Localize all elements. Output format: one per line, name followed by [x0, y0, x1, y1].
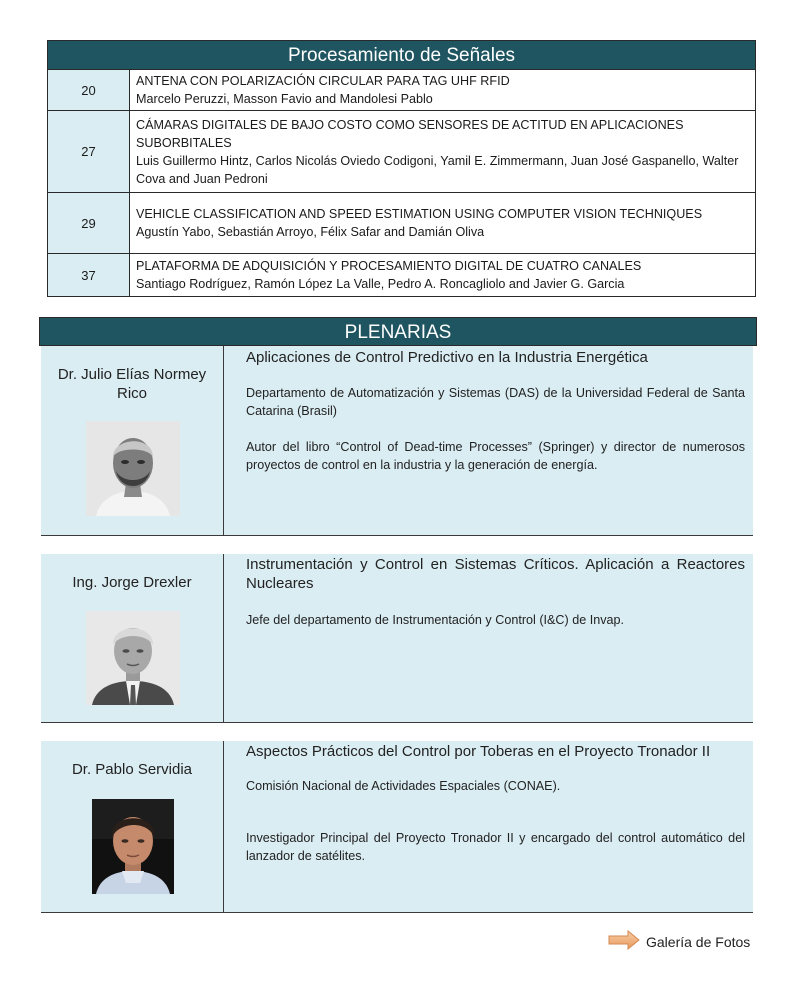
speaker-card	[41, 346, 753, 536]
arrow-right-icon	[608, 930, 640, 955]
paper-authors: Marcelo Peruzzi, Masson Favio and Mandolesi Pablo	[136, 92, 433, 106]
photo-gallery-label: Galería de Fotos	[646, 934, 751, 950]
paper-number: 20	[48, 70, 130, 110]
speaker-name: Dr. Julio Elías Normey Rico	[57, 366, 207, 402]
paper-number: 29	[48, 193, 130, 253]
paper-title: VEHICLE CLASSIFICATION AND SPEED ESTIMATION USING COMPUTER VISION TECHNIQUES	[136, 207, 703, 221]
speaker-photo	[86, 421, 180, 516]
photo-gallery-link[interactable]	[608, 931, 750, 953]
speaker-bio: Investigador Principal del Proyecto Tronador II y encargado del control automático del lanzador de satélites.	[246, 831, 745, 863]
paper-authors: Luis Guillermo Hintz, Carlos Nicolás Oviedo Codigoni, Yamil E. Zimmermann, Juan José Gaspanello, Walter Cova and Juan Pedroni	[136, 153, 739, 186]
table-row	[48, 193, 755, 254]
table-row	[48, 70, 755, 111]
speaker-name: Ing. Jorge Drexler	[72, 574, 192, 591]
signals-table-title: Procesamiento de Señales	[48, 41, 755, 70]
paper-number: 27	[48, 111, 130, 192]
speaker-affiliation: Jefe del departamento de Instrumentación y Control (I&C) de Invap.	[246, 613, 625, 627]
table-row	[48, 254, 755, 296]
table-row	[48, 111, 755, 193]
plenarias-title: PLENARIAS	[39, 317, 757, 346]
speaker-name: Dr. Pablo Servidia	[71, 761, 193, 778]
paper-title: CÁMARAS DIGITALES DE BAJO COSTO COMO SENSORES DE ACTITUD EN APLICACIONES SUBORBITALES	[136, 117, 684, 150]
talk-title: Aspectos Prácticos del Control por Toberas en el Proyecto Tronador II	[246, 743, 711, 760]
paper-authors: Santiago Rodríguez, Ramón López La Valle, Pedro A. Roncagliolo and Javier G. Garcia	[136, 277, 625, 291]
speaker-photo	[92, 799, 174, 894]
talk-title: Instrumentación y Control en Sistemas Críticos. Aplicación a Reactores Nucleares	[246, 556, 745, 592]
signals-table	[47, 40, 756, 297]
speaker-photo	[86, 611, 180, 705]
talk-title: Aplicaciones de Control Predictivo en la Industria Energética	[246, 349, 648, 366]
speaker-card	[41, 554, 753, 723]
paper-number: 37	[48, 254, 130, 296]
speaker-card	[41, 741, 753, 913]
paper-title: ANTENA CON POLARIZACIÓN CIRCULAR PARA TAG UHF RFID	[136, 74, 510, 88]
paper-authors: Agustín Yabo, Sebastián Arroyo, Félix Safar and Damián Oliva	[136, 225, 485, 239]
speaker-affiliation: Departamento de Automatización y Sistemas (DAS) de la Universidad Federal de Santa Catarina (Brasil)	[246, 386, 745, 418]
speaker-affiliation: Comisión Nacional de Actividades Espaciales (CONAE).	[246, 779, 561, 793]
speaker-bio: Autor del libro “Control of Dead-time Processes” (Springer) y director de numerosos proyectos de control en la industria y la generación de energía.	[246, 440, 745, 472]
paper-title: PLATAFORMA DE ADQUISICIÓN Y PROCESAMIENTO DIGITAL DE CUATRO CANALES	[136, 259, 642, 273]
